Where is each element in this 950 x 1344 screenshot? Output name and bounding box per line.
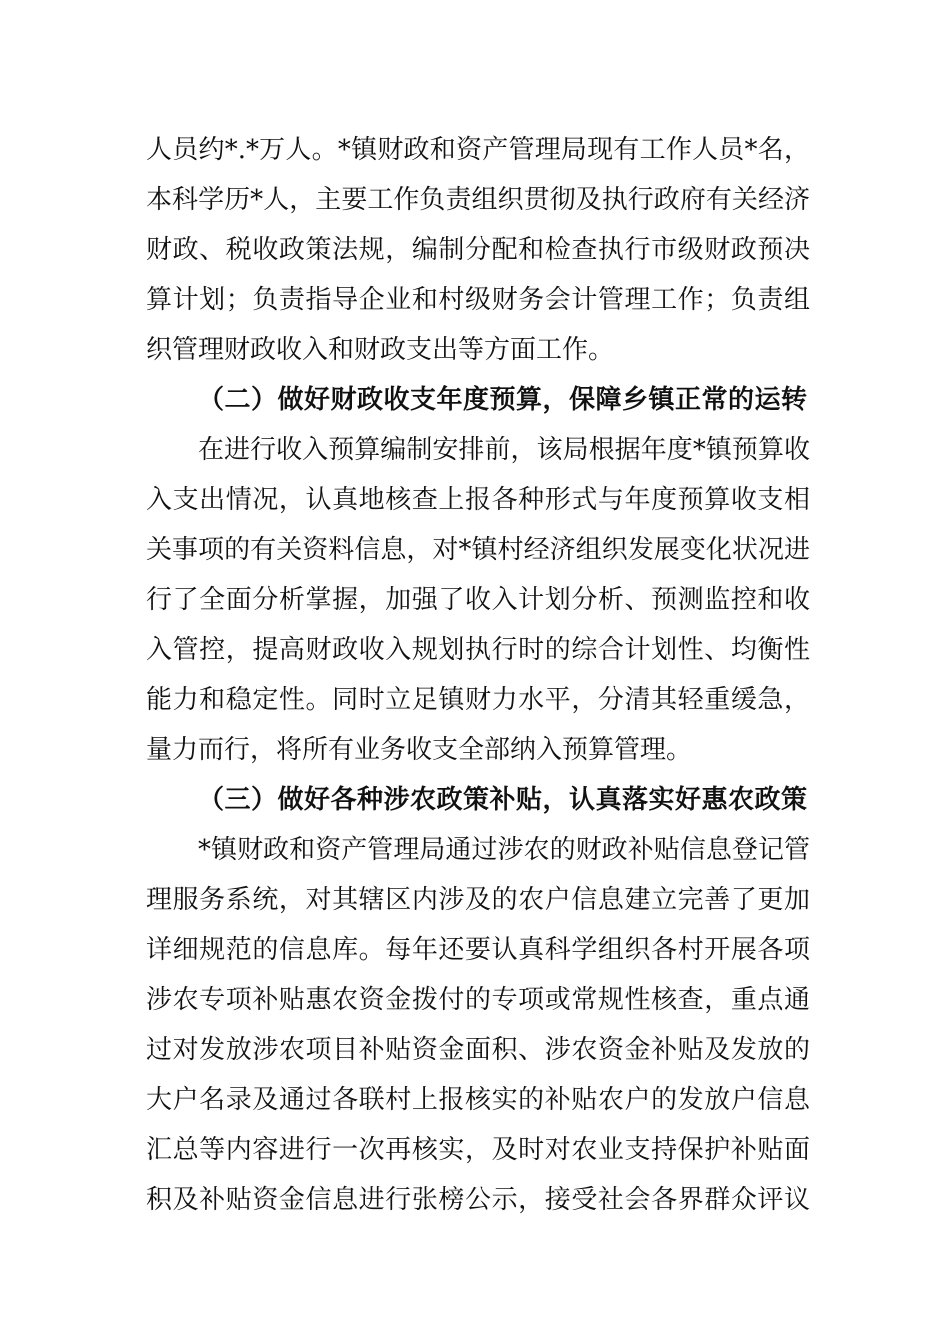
paragraph-1-line-5: 织管理财政收入和财政支出等方面工作。	[146, 335, 615, 365]
paragraph-2-line-3: 关事项的有关资料信息，对*镇村经济组织发展变化状况进	[146, 535, 810, 565]
paragraph-3-line-3: 详细规范的信息库。每年还要认真科学组织各村开展各项	[146, 935, 810, 965]
section-heading-2: （二）做好财政收支年度预算，保障乡镇正常的运转	[198, 385, 808, 415]
paragraph-3-line-5: 过对发放涉农项目补贴资金面积、涉农资金补贴及发放的	[146, 1035, 810, 1065]
paragraph-1-line-1: 人员约*.*万人。*镇财政和资产管理局现有工作人员*名，	[146, 135, 810, 165]
paragraph-2-line-1: 在进行收入预算编制安排前，该局根据年度*镇预算收	[198, 435, 810, 465]
paragraph-2-line-4: 行了全面分析掌握，加强了收入计划分析、预测监控和收	[146, 585, 810, 615]
section-heading-3: （三）做好各种涉农政策补贴，认真落实好惠农政策	[198, 785, 808, 815]
paragraph-3-line-4: 涉农专项补贴惠农资金拨付的专项或常规性核查，重点通	[146, 985, 810, 1015]
paragraph-3-line-8: 积及补贴资金信息进行张榜公示，接受社会各界群众评议	[146, 1185, 810, 1215]
paragraph-3-line-2: 理服务系统，对其辖区内涉及的农户信息建立完善了更加	[146, 885, 810, 915]
paragraph-3-line-6: 大户名录及通过各联村上报核实的补贴农户的发放户信息	[146, 1085, 810, 1115]
paragraph-3-line-7: 汇总等内容进行一次再核实，及时对农业支持保护补贴面	[146, 1135, 810, 1165]
paragraph-2-line-6: 能力和稳定性。同时立足镇财力水平，分清其轻重缓急，	[146, 685, 810, 715]
paragraph-1-line-4: 算计划；负责指导企业和村级财务会计管理工作；负责组	[146, 285, 810, 315]
paragraph-1-line-2: 本科学历*人，主要工作负责组织贯彻及执行政府有关经济	[146, 185, 810, 215]
paragraph-2-line-7: 量力而行，将所有业务收支全部纳入预算管理。	[146, 735, 693, 765]
paragraph-2-line-5: 入管控，提高财政收入规划执行时的综合计划性、均衡性	[146, 635, 810, 665]
paragraph-2-line-2: 入支出情况，认真地核查上报各种形式与年度预算收支相	[146, 485, 810, 515]
paragraph-1-line-3: 财政、税收政策法规，编制分配和检查执行市级财政预决	[146, 235, 810, 265]
paragraph-3-line-1: *镇财政和资产管理局通过涉农的财政补贴信息登记管	[198, 835, 810, 865]
